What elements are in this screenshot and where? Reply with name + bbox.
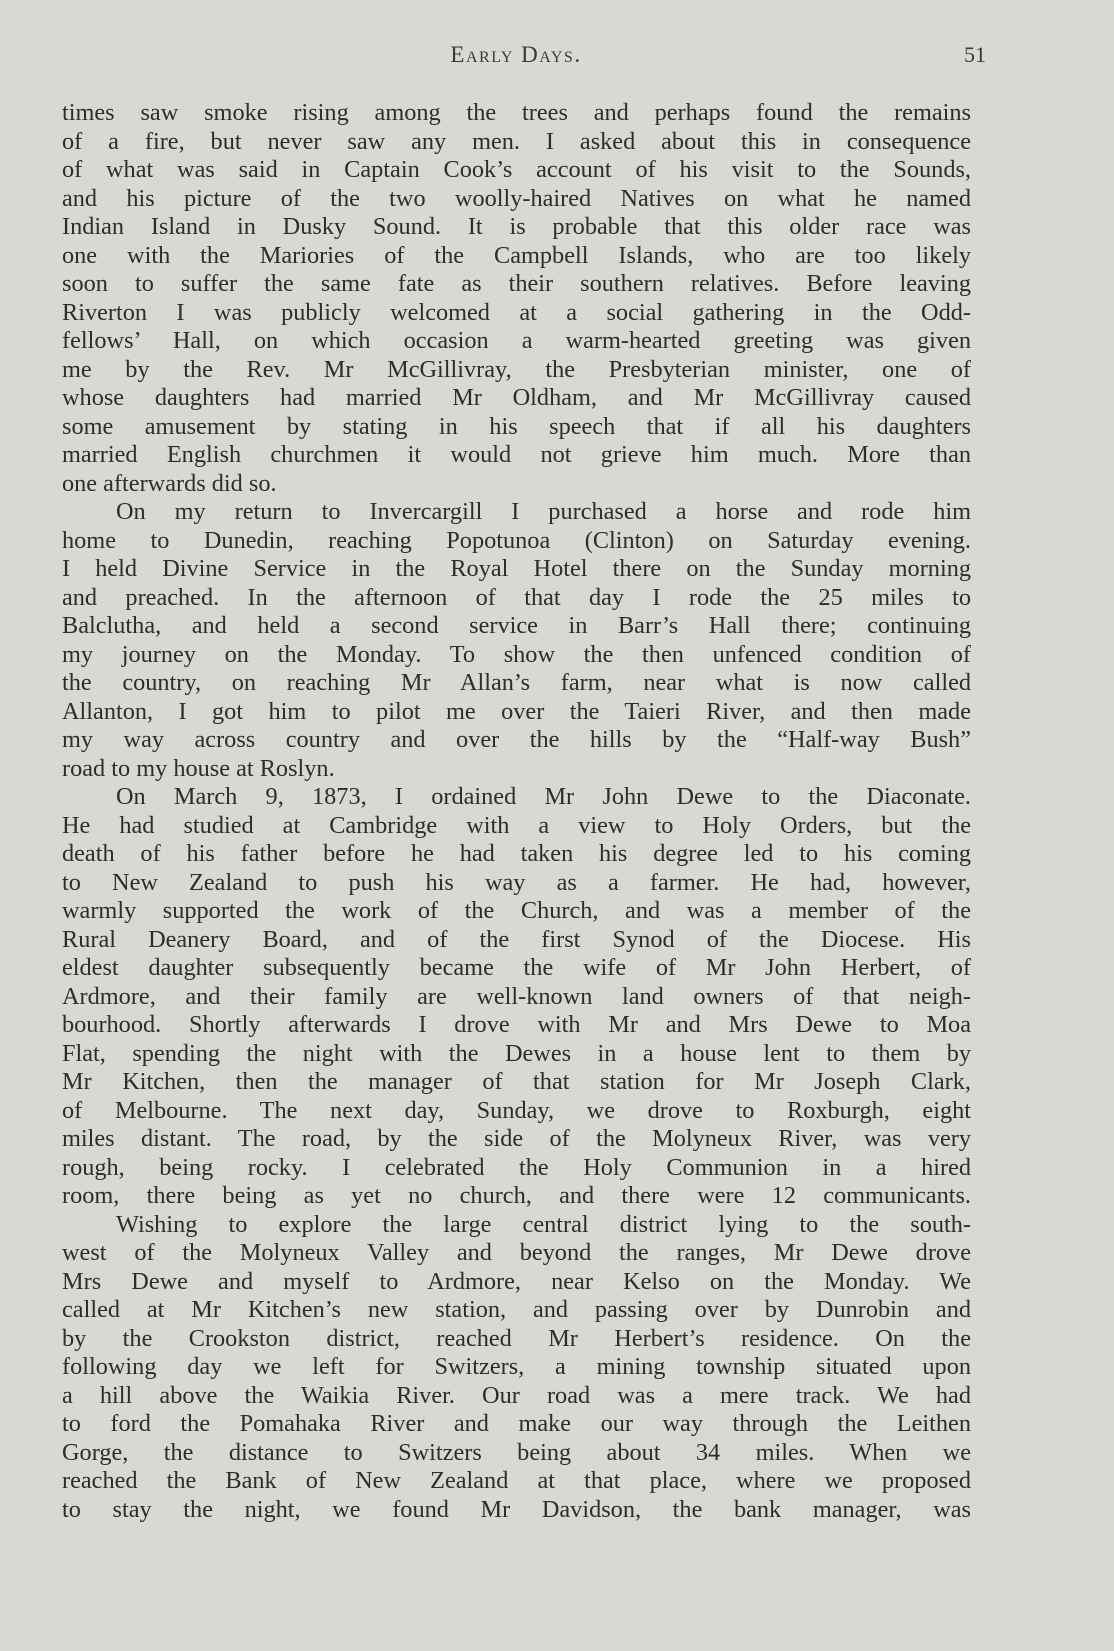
text-line: Rural Deanery Board, and of the first Synod of the Diocese. His xyxy=(62,925,971,953)
text-line: of what was said in Captain Cook’s account of his visit to the Sounds, xyxy=(62,156,971,183)
text-line: On my return to Invercargill I purchased a horse and rode him xyxy=(116,498,971,525)
text-line: my journey on the Monday. To show the then unfenced condition of xyxy=(62,640,971,668)
text-line: fellows’ Hall, on which occasion a warm-hearted greeting was given xyxy=(62,327,971,354)
text-line: of Melbourne. The next day, Sunday, we drove to Roxburgh, eight xyxy=(62,1096,971,1124)
text-line: eldest daughter subsequently became the wife of Mr John Herbert, of xyxy=(62,954,971,981)
text-line: times saw smoke rising among the trees and perhaps found the remains xyxy=(62,99,971,126)
text-line: Mr Kitchen, then the manager of that station for Mr Joseph Clark, xyxy=(62,1068,971,1095)
text-line: to New Zealand to push his way as a farmer. He had, however, xyxy=(62,868,971,896)
text-line: my way across country and over the hills by the “Half-way Bush” xyxy=(62,726,971,753)
text-line: one afterwards did so. xyxy=(62,469,277,497)
body-text xyxy=(62,99,971,1524)
text-line: home to Dunedin, reaching Popotunoa (Clinton) on Saturday evening. xyxy=(62,526,971,554)
text-line: and his picture of the two woolly-haired Natives on what he named xyxy=(62,184,971,212)
text-line: Riverton I was publicly welcomed at a social gathering in the Odd- xyxy=(62,298,971,326)
text-line: married English churchmen it would not grieve him much. More than xyxy=(62,441,971,468)
text-line: Wishing to explore the large central district lying to the south- xyxy=(116,1210,971,1238)
text-line: to ford the Pomahaka River and make our way through the Leithen xyxy=(62,1410,971,1437)
text-line: Gorge, the distance to Switzers being about 34 miles. When we xyxy=(62,1438,971,1466)
text-line: Mrs Dewe and myself to Ardmore, near Kelso on the Monday. We xyxy=(62,1267,971,1295)
text-line: He had studied at Cambridge with a view to Holy Orders, but the xyxy=(62,811,971,839)
text-line: some amusement by stating in his speech that if all his daughters xyxy=(62,412,971,440)
text-line: Indian Island in Dusky Sound. It is probable that this older race was xyxy=(62,213,971,240)
text-line: reached the Bank of New Zealand at that place, where we proposed xyxy=(62,1467,971,1494)
text-line: by the Crookston district, reached Mr Herbert’s residence. On the xyxy=(62,1324,971,1352)
text-line: a hill above the Waikia River. Our road was a mere track. We had xyxy=(62,1381,971,1409)
text-line: miles distant. The road, by the side of the Molyneux River, was very xyxy=(62,1125,971,1152)
text-line: Allanton, I got him to pilot me over the Taieri River, and then made xyxy=(62,697,971,725)
text-line: me by the Rev. Mr McGillivray, the Presbyterian minister, one of xyxy=(62,355,971,383)
text-line: death of his father before he had taken his degree led to his coming xyxy=(62,840,971,867)
text-line: soon to suffer the same fate as their southern relatives. Before leaving xyxy=(62,270,971,297)
text-line: warmly supported the work of the Church, and was a member of the xyxy=(62,897,971,924)
text-line: called at Mr Kitchen’s new station, and passing over by Dunrobin and xyxy=(62,1296,971,1323)
text-line: Balclutha, and held a second service in Barr’s Hall there; continuing xyxy=(62,612,971,639)
text-line: road to my house at Roslyn. xyxy=(62,754,335,782)
text-line: to stay the night, we found Mr Davidson, the bank manager, was xyxy=(62,1495,971,1523)
text-line: of a fire, but never saw any men. I asked about this in consequence xyxy=(62,127,971,155)
text-line: On March 9, 1873, I ordained Mr John Dewe to the Diaconate. xyxy=(116,783,971,810)
text-line: bourhood. Shortly afterwards I drove with Mr and Mrs Dewe to Moa xyxy=(62,1011,971,1038)
text-line: the country, on reaching Mr Allan’s farm, near what is now called xyxy=(62,669,971,696)
text-line: room, there being as yet no church, and there were 12 communicants. xyxy=(62,1182,971,1209)
text-line: I held Divine Service in the Royal Hotel there on the Sunday morning xyxy=(62,555,971,582)
text-line: and preached. In the afternoon of that day I rode the 25 miles to xyxy=(62,583,971,611)
running-head xyxy=(62,42,986,82)
text-line: rough, being rocky. I celebrated the Holy Communion in a hired xyxy=(62,1153,971,1181)
page-number: 51 xyxy=(964,42,986,67)
text-line: Flat, spending the night with the Dewes in a house lent to them by xyxy=(62,1039,971,1067)
text-line: west of the Molyneux Valley and beyond the ranges, Mr Dewe drove xyxy=(62,1239,971,1266)
text-line: Ardmore, and their family are well-known land owners of that neigh- xyxy=(62,982,971,1010)
text-line: whose daughters had married Mr Oldham, and Mr McGillivray caused xyxy=(62,384,971,411)
running-title: Early Days. xyxy=(450,42,582,67)
text-line: following day we left for Switzers, a mining township situated upon xyxy=(62,1353,971,1380)
text-line: one with the Mariories of the Campbell Islands, who are too likely xyxy=(62,241,971,269)
